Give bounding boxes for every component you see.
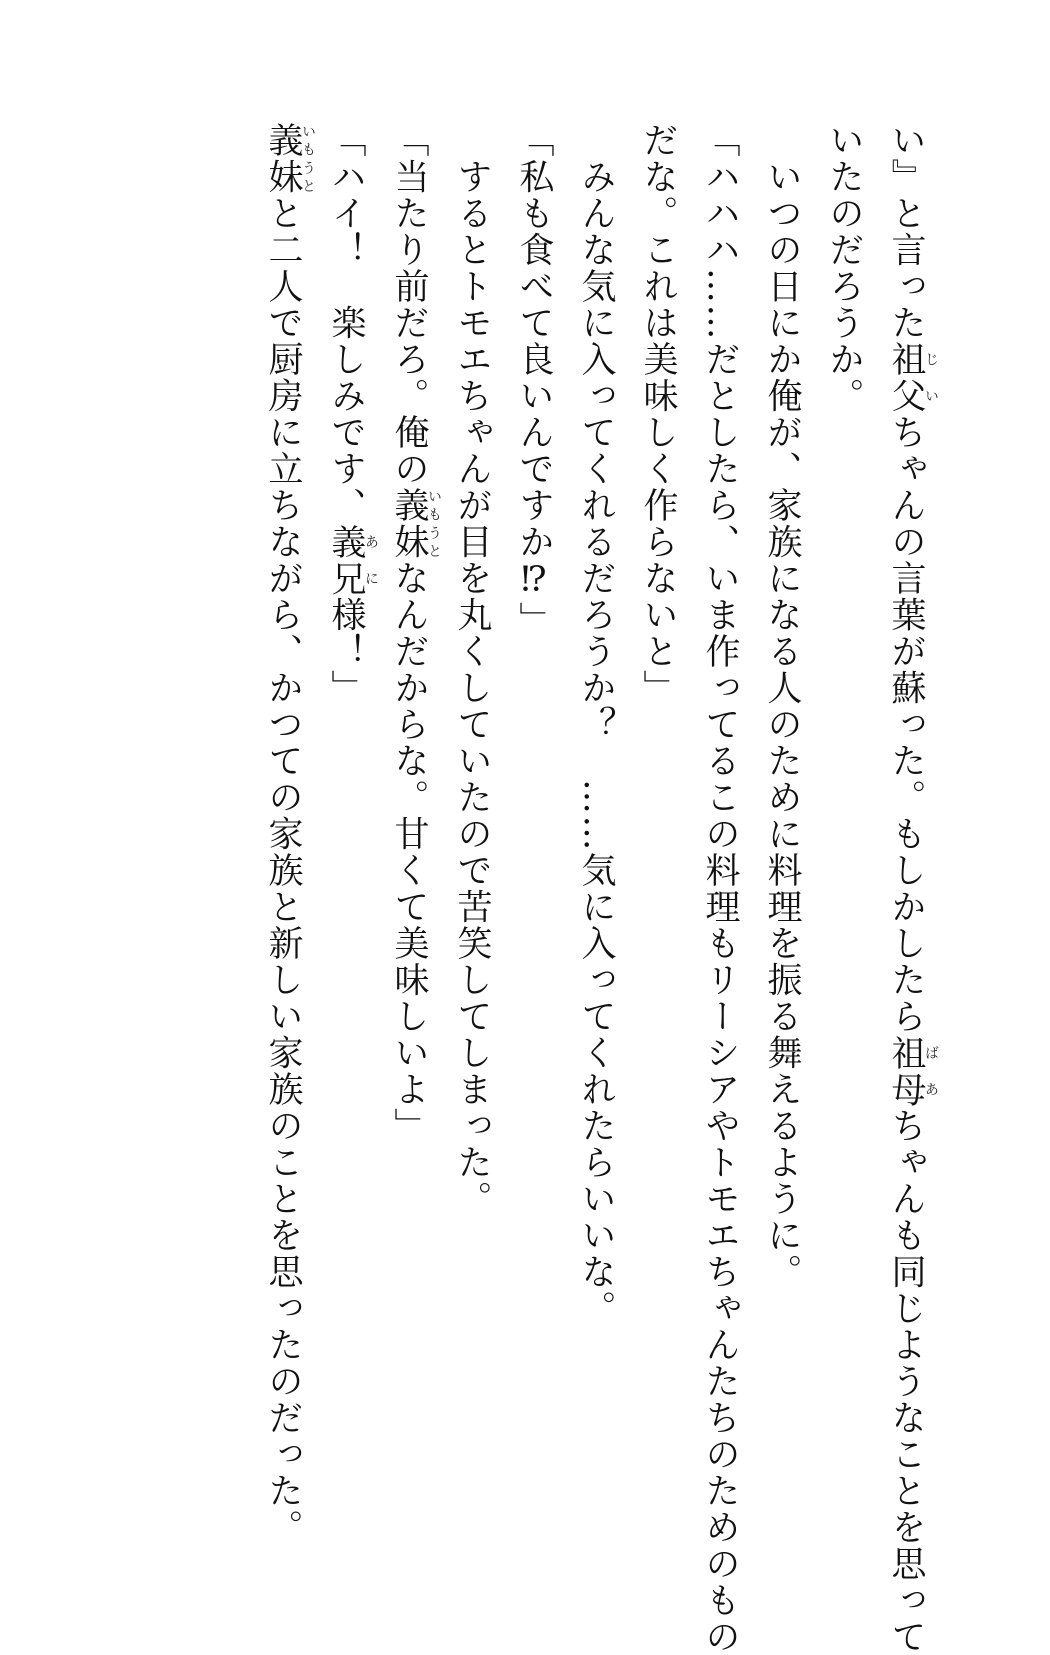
vertical-text-body [252, 122, 938, 1412]
text-line [875, 122, 938, 1412]
ruby-reading: あに [363, 524, 379, 597]
text-segment: 「私も食べて良いんですか⁉」 [514, 122, 554, 638]
ruby-base: 義妹 [263, 122, 303, 195]
ruby-word [263, 122, 303, 195]
ruby-reading: じい [923, 341, 939, 414]
text-segment: い』と言った [886, 122, 926, 341]
ruby-base: 義兄 [326, 524, 366, 597]
text-segment: いつの日にか俺が、家族になる人のために料理を振る舞えるように。 [762, 122, 802, 1290]
text-segment: なんだからな。甘くて美味しいよ」 [389, 560, 429, 1144]
text-segment: するとトモエちゃんが目を丸くしていたので苦笑してしまった。 [452, 122, 492, 1217]
text-line [252, 122, 315, 1412]
ruby-reading: いもうと [426, 487, 442, 560]
text-line [689, 122, 751, 1412]
text-segment: 「当たり前だろ。俺の [389, 122, 429, 487]
text-segment: ちゃんの言葉が蘇った。もしかしたら [886, 414, 926, 1035]
text-line [503, 122, 565, 1412]
text-segment: 様！」 [326, 597, 366, 707]
text-segment: 「ハイ！ 楽しみです、 [326, 122, 366, 524]
ruby-base: 祖母 [886, 1035, 926, 1108]
text-line [378, 122, 441, 1412]
text-line [627, 122, 689, 1412]
ruby-reading: いもうと [300, 122, 316, 195]
text-line [565, 122, 627, 1412]
text-segment: 「ハハハ……だとしたら、いま作ってるこの料理もリーシアやトモエちゃんたちのためのもの [700, 122, 740, 1655]
ruby-reading: ばあ [923, 1035, 939, 1108]
ruby-base: 祖父 [886, 341, 926, 414]
ruby-word [886, 341, 926, 414]
ruby-word [326, 524, 366, 597]
text-segment: だな。これは美味しく作らないと」 [638, 122, 678, 706]
text-segment: ちゃんも同じようなことを思って [886, 1108, 926, 1655]
ruby-word [389, 487, 429, 560]
ruby-word [886, 1035, 926, 1108]
text-segment: みんな気に入ってくれるだろうか？ ……気に入ってくれたらいいな。 [576, 122, 616, 1327]
ruby-base: 義妹 [389, 487, 429, 560]
text-line [315, 122, 378, 1412]
text-segment: と二人で厨房に立ちながら、かつての家族と新しい家族のことを思ったのだった。 [263, 195, 303, 1546]
text-line [441, 122, 503, 1412]
text-line [751, 122, 813, 1412]
text-segment: いたのだろうか。 [824, 122, 864, 414]
text-line [813, 122, 875, 1412]
